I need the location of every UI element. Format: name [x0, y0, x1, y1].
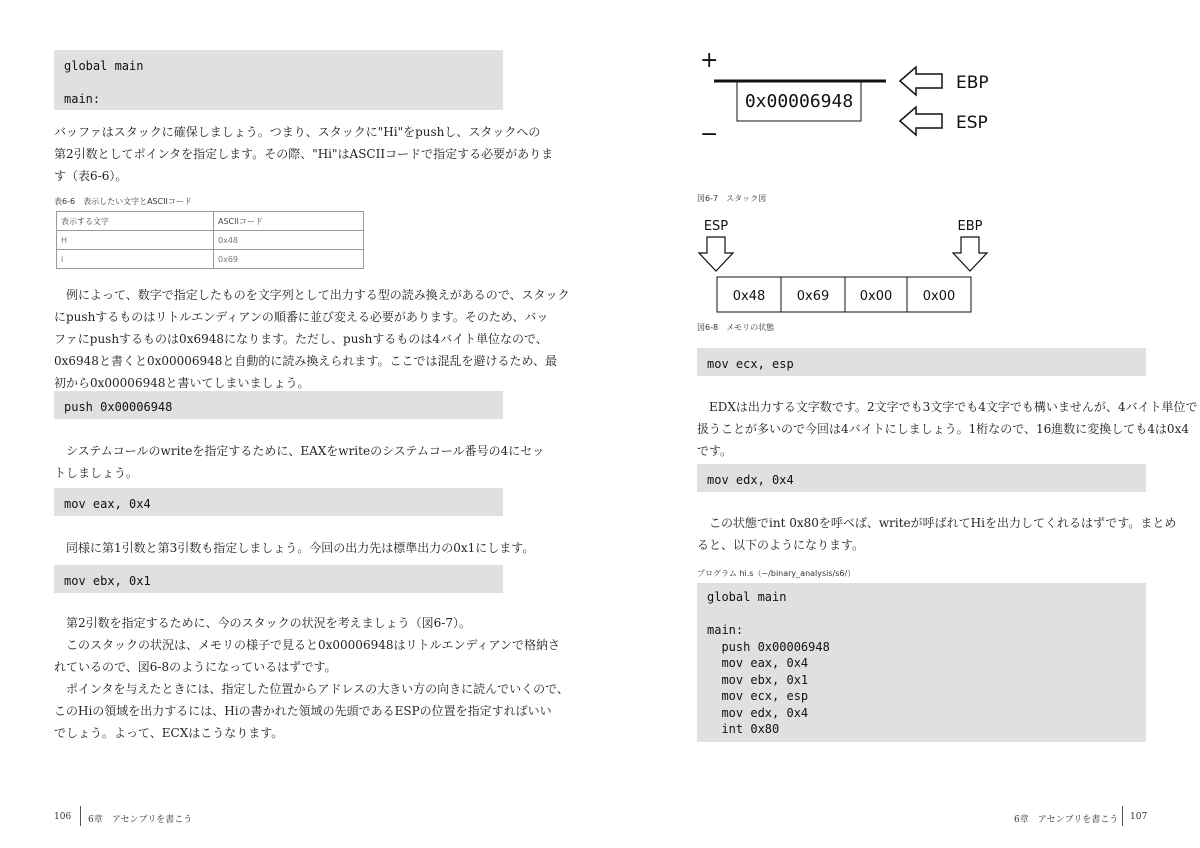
memory-cell-value: 0x69 — [796, 289, 830, 304]
paragraph-line: このスタックの状況は、メモリの様子で見ると0x00006948はリトルエンディアンで格納さ — [54, 638, 561, 652]
paragraph-line: 扱うことが多いので今回は4バイトにしましょう。1桁なので、16進数に変換しても4は0x4 — [697, 422, 1189, 436]
esp-arrow-icon — [900, 107, 942, 135]
paragraph-line: 第2引数を指定するために、今のスタックの状況を考えましょう（図6-7）。 — [54, 616, 471, 630]
footer-page-number-right: 107 — [1130, 812, 1148, 822]
table-6-6-caption: 表6-6 表示したい文字とASCIIコード — [54, 197, 192, 206]
paragraph-line: この状態でint 0x80を呼べば、writeが呼ばれてHiを出力してくれるはずです。まとめ — [697, 516, 1177, 530]
footer-chapter-left: 6章 アセンブリを書こう — [88, 815, 193, 825]
memory-ebp-down-arrow-icon — [953, 237, 987, 271]
ebp-arrow-icon — [900, 67, 942, 95]
paragraph-line: バッファはスタックに確保しましょう。つまり、スタックに"Hi"をpushし、スタックへの — [54, 125, 541, 139]
paragraph-line: システムコールのwriteを指定するために、EAXをwriteのシステムコール番号の4にセッ — [54, 444, 545, 458]
memory-esp-down-arrow-icon — [699, 237, 733, 271]
paragraph-edx — [697, 396, 1198, 462]
table-cell: i — [57, 250, 214, 269]
paragraph-line: にpushするものはリトルエンディアンの順番に並び変える必要があります。そのため、バッ — [54, 310, 549, 324]
table-cell: 0x48 — [214, 231, 364, 250]
code-block-mov-eax: mov eax, 0x4 — [54, 488, 503, 516]
code-block-push: push 0x00006948 — [54, 391, 503, 419]
paragraph-line: 0x6948と書くと0x00006948と自動的に読み換えられます。ここでは混乱を避けるため、最 — [54, 354, 557, 368]
stack-diagram — [690, 45, 1010, 145]
code-block-global-main: global main main: — [54, 50, 503, 110]
memory-cell-value: 0x00 — [922, 289, 956, 304]
paragraph-int-0x80 — [697, 512, 1177, 556]
table-cell: H — [57, 231, 214, 250]
stack-value: 0x00006948 — [744, 91, 854, 112]
stack-plus-sign: + — [700, 48, 719, 73]
paragraph-line: ファにpushするものは0x6948になります。ただし、pushするものは4バイト単位なので、 — [54, 332, 548, 346]
code-block-mov-ebx: mov ebx, 0x1 — [54, 565, 503, 593]
paragraph-line: です。 — [697, 444, 733, 458]
table-cell: 0x69 — [214, 250, 364, 269]
footer-divider-right — [1122, 806, 1123, 826]
paragraph-line: 第2引数としてポインタを指定します。その際、"Hi"はASCIIコードで指定する必要がありま — [54, 147, 554, 161]
paragraph-write-syscall — [54, 440, 545, 484]
code-block-program-hi-s: global main main: push 0x00006948 mov eax, 0x4 mov ebx, 0x1 mov ecx, esp mov edx, 0x4 int 0x80 — [697, 583, 1146, 742]
paragraph-line: でしょう。よって、ECXはこうなります。 — [54, 726, 284, 740]
code-block-mov-edx: mov edx, 0x4 — [697, 464, 1146, 492]
memory-cell-value: 0x00 — [859, 289, 893, 304]
paragraph-line: ポインタを与えたときには、指定した位置からアドレスの大きい方の向きに読んでいくので、 — [54, 682, 569, 696]
memory-esp-label: ESP — [703, 219, 729, 234]
stack-minus-sign: − — [700, 122, 719, 147]
paragraph-line: トしましょう。 — [54, 466, 139, 480]
paragraph-arg1-arg3 — [54, 537, 535, 559]
footer-chapter-right: 6章 アセンブリを書こう — [1014, 815, 1119, 825]
code-block-mov-ecx: mov ecx, esp — [697, 348, 1146, 376]
table-header-char: 表示する文字 — [57, 212, 214, 231]
paragraph-line: れているので、図6-8のようになっているはずです。 — [54, 660, 337, 674]
paragraph-little-endian — [54, 284, 570, 394]
ascii-table — [56, 211, 364, 269]
memory-cell-value: 0x48 — [732, 289, 766, 304]
footer-divider-left — [80, 806, 81, 826]
program-caption: プログラム hi.s（~/binary_analysis/s6/） — [697, 569, 856, 578]
footer-page-number-left: 106 — [54, 812, 72, 822]
paragraph-line: す（表6-6）。 — [54, 169, 128, 183]
stack-ebp-label: EBP — [956, 73, 989, 93]
paragraph-line: ると、以下のようになります。 — [697, 538, 865, 552]
figure-6-8-caption: 図6-8 メモリの状態 — [697, 323, 775, 332]
paragraph-line: このHiの領域を出力するには、Hiの書かれた領域の先頭であるESPの位置を指定すればいい — [54, 704, 552, 718]
paragraph-line: 同様に第1引数と第3引数も指定しましょう。今回の出力先は標準出力の0x1にします。 — [54, 541, 535, 555]
stack-esp-label: ESP — [956, 113, 988, 133]
table-row — [57, 250, 364, 269]
paragraph-line: 例によって、数字で指定したものを文字列として出力する型の読み換えがあるので、スタック — [54, 288, 570, 302]
paragraph-line: EDXは出力する文字数です。2文字でも3文字でも4文字でも構いませんが、4バイト単位で — [697, 400, 1198, 414]
table-header-row — [57, 212, 364, 231]
table-row — [57, 231, 364, 250]
memory-cells — [717, 277, 971, 312]
paragraph-line: 初から0x00006948と書いてしまいましょう。 — [54, 376, 310, 390]
table-header-ascii: ASCIIコード — [214, 212, 364, 231]
memory-ebp-label: EBP — [957, 219, 983, 234]
figure-6-7-caption: 図6-7 スタック図 — [697, 194, 767, 203]
memory-diagram — [690, 215, 990, 315]
paragraph-buffer — [54, 121, 554, 187]
paragraph-stack-state — [54, 612, 569, 744]
